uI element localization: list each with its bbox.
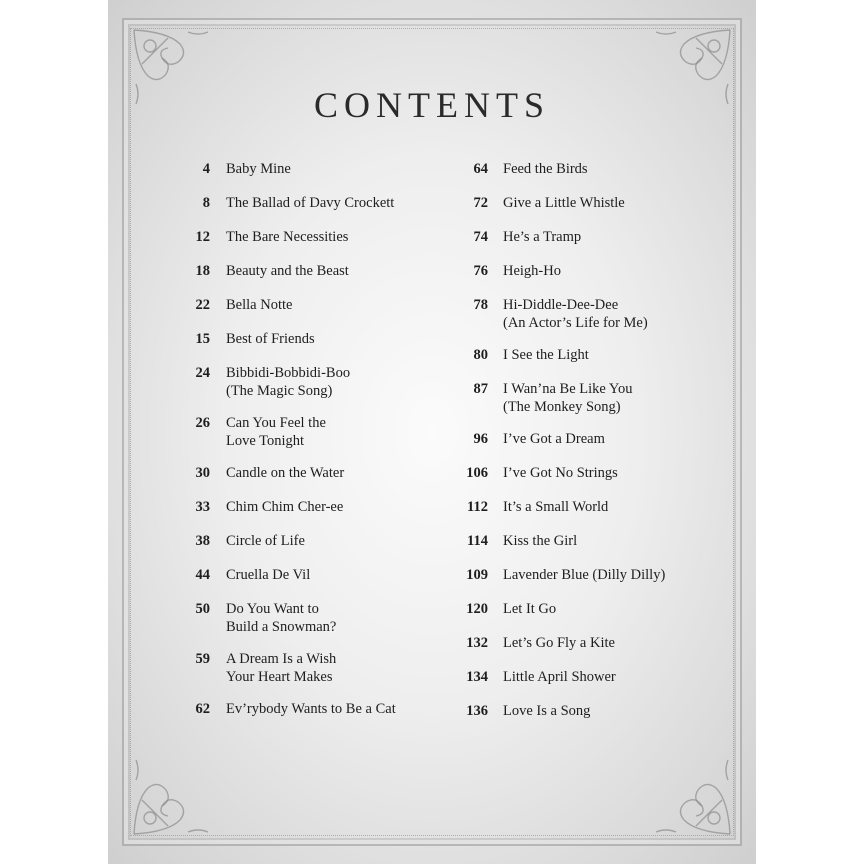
- song-title: Let It Go: [503, 601, 557, 617]
- song-title: I’ve Got a Dream: [503, 431, 605, 447]
- page-number: 22: [195, 297, 210, 313]
- contents-entry[interactable]: [180, 650, 440, 686]
- song-title: Feed the Birds: [503, 161, 588, 177]
- page-number: 134: [466, 669, 488, 685]
- song-title: Candle on the Water: [226, 465, 345, 481]
- contents-entry[interactable]: [180, 262, 440, 280]
- song-title: He’s a Tramp: [503, 229, 582, 245]
- contents-entry[interactable]: [454, 498, 714, 516]
- page-number: 30: [195, 465, 210, 481]
- song-title: Hi-Diddle-Dee-Dee (An Actor’s Life for Me): [503, 297, 648, 331]
- page-number: 112: [467, 499, 488, 515]
- song-title: A Dream Is a Wish Your Heart Makes: [226, 651, 337, 685]
- page-number: 50: [195, 601, 210, 617]
- page-title: CONTENTS: [314, 85, 550, 125]
- song-title: I Wan’na Be Like You (The Monkey Song): [503, 381, 633, 415]
- song-title: The Ballad of Davy Crockett: [226, 195, 395, 211]
- page-number: 109: [466, 567, 488, 583]
- song-title: Best of Friends: [226, 331, 315, 347]
- page-number: 33: [195, 499, 210, 515]
- contents-entry[interactable]: [454, 566, 714, 584]
- ornament-corner-icon: [128, 750, 218, 840]
- song-title: I See the Light: [503, 347, 589, 363]
- page-number: 12: [195, 229, 210, 245]
- page-number: 24: [195, 365, 210, 381]
- page-number: 38: [195, 533, 210, 549]
- song-title: Chim Chim Cher-ee: [226, 499, 344, 515]
- contents-entry[interactable]: [180, 330, 440, 348]
- page-number: 15: [195, 331, 210, 347]
- contents-entry[interactable]: [454, 380, 714, 416]
- page-number: 136: [466, 703, 488, 719]
- song-title: Ev’rybody Wants to Be a Cat: [226, 701, 396, 717]
- contents-entry[interactable]: [454, 702, 714, 720]
- page-number: 4: [202, 161, 210, 177]
- page-number: 8: [202, 195, 210, 211]
- contents-entry[interactable]: [180, 498, 440, 516]
- song-title: Can You Feel the Love Tonight: [226, 415, 326, 449]
- contents-entry[interactable]: [454, 296, 714, 332]
- contents-entry[interactable]: [454, 346, 714, 364]
- song-title: Give a Little Whistle: [503, 195, 625, 211]
- contents-entry[interactable]: [180, 228, 440, 246]
- page-number: 44: [195, 567, 210, 583]
- song-title: Cruella De Vil: [226, 567, 311, 583]
- page-number: 80: [473, 347, 488, 363]
- contents-entry[interactable]: [180, 414, 440, 450]
- contents-entry[interactable]: [454, 160, 714, 178]
- contents-entry[interactable]: [180, 566, 440, 584]
- contents-entry[interactable]: [454, 668, 714, 686]
- song-title: Bella Notte: [226, 297, 293, 313]
- song-title: Do You Want to Build a Snowman?: [226, 601, 337, 635]
- page-number: 132: [466, 635, 488, 651]
- contents-entry[interactable]: [454, 228, 714, 246]
- page-number: 76: [473, 263, 488, 279]
- page-number: 78: [473, 297, 488, 313]
- song-title: Love Is a Song: [503, 703, 591, 719]
- song-title: Let’s Go Fly a Kite: [503, 635, 615, 651]
- contents-entry[interactable]: [454, 262, 714, 280]
- song-title: It’s a Small World: [503, 499, 609, 515]
- song-title: The Bare Necessities: [226, 229, 349, 245]
- page-number: 106: [466, 465, 488, 481]
- song-title: Circle of Life: [226, 533, 305, 549]
- contents-entry[interactable]: [180, 600, 440, 636]
- contents-column-left: [180, 160, 440, 734]
- song-title: Baby Mine: [226, 161, 291, 177]
- page-number: 18: [195, 263, 210, 279]
- page-number: 59: [195, 651, 210, 667]
- contents-entry[interactable]: [180, 532, 440, 550]
- page-number: 64: [473, 161, 488, 177]
- song-title: Little April Shower: [503, 669, 616, 685]
- ornament-corner-icon: [646, 750, 736, 840]
- contents-entry[interactable]: [454, 430, 714, 448]
- page-number: 96: [473, 431, 488, 447]
- page-number: 62: [195, 701, 210, 717]
- contents-entry[interactable]: [454, 600, 714, 618]
- page-number: 26: [195, 415, 210, 431]
- contents-entry[interactable]: [180, 194, 440, 212]
- song-title: Bibbidi-Bobbidi-Boo (The Magic Song): [226, 365, 351, 399]
- song-title: Beauty and the Beast: [226, 263, 349, 279]
- contents-page: [108, 0, 756, 864]
- song-title: I’ve Got No Strings: [503, 465, 618, 481]
- song-title: Heigh-Ho: [503, 263, 561, 279]
- contents-entry[interactable]: [454, 464, 714, 482]
- page-number: 120: [466, 601, 488, 617]
- contents-entry[interactable]: [180, 700, 440, 718]
- contents-entry[interactable]: [454, 194, 714, 212]
- song-title: Lavender Blue (Dilly Dilly): [503, 567, 666, 583]
- contents-entry[interactable]: [180, 364, 440, 400]
- contents-entry[interactable]: [454, 532, 714, 550]
- page-number: 74: [473, 229, 488, 245]
- contents-entry[interactable]: [180, 464, 440, 482]
- song-title: Kiss the Girl: [503, 533, 578, 549]
- contents-column-right: [454, 160, 714, 736]
- page-number: 87: [473, 381, 488, 397]
- page-number: 114: [467, 533, 488, 549]
- page-number: 72: [473, 195, 488, 211]
- contents-entry[interactable]: [180, 160, 440, 178]
- contents-entry[interactable]: [180, 296, 440, 314]
- contents-entry[interactable]: [454, 634, 714, 652]
